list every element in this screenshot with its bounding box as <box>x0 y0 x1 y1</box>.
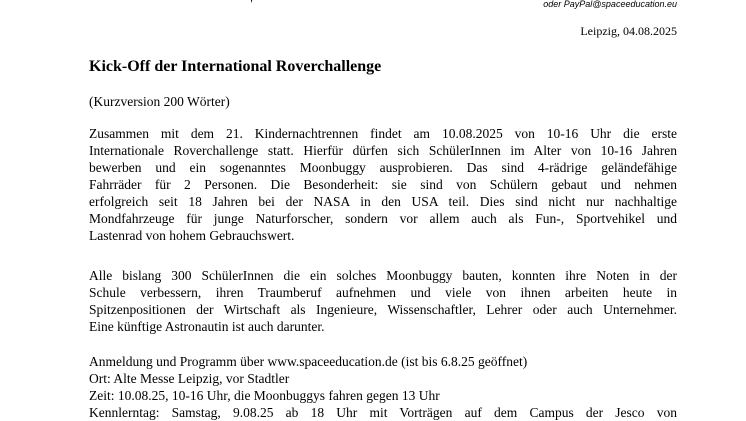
registration-line: Anmeldung und Programm über www.spaceeducation.de (ist bis 6.8.25 geöffnet) <box>89 354 528 369</box>
paragraph-line: Alle bislang 300 SchülerInnen die ein solches Moonbuggy bauten, konnten ihre Noten in der <box>89 268 677 283</box>
paragraph-line: Lastenrad von hohem Gebrauchswert. <box>89 228 295 243</box>
header-cut-text <box>250 0 253 4</box>
paragraph-results <box>89 267 677 335</box>
document-subtitle: (Kurzversion 200 Wörter) <box>89 94 230 109</box>
paragraph-line: erfolgreich seit 18 Jahren bei der NASA in den USA teil. Dies sind nicht nur nachhaltige <box>89 194 677 209</box>
paragraph-line: bewerben und ein sogenanntes Moonbuggy ausprobieren. Das sind 4-rädrige geländefähige <box>89 160 677 175</box>
paragraph-line: Spitzenpositionen der Wirtschaft als Ingenieure, Wissenschaftler, Lehrer oder auch Unternehmer. <box>89 302 677 317</box>
networking-line: Kennlerntag: Samstag, 9.08.25 ab 18 Uhr mit Vorträgen auf dem Campus der Jesco von <box>89 405 677 420</box>
time-line: Zeit: 10.08.25, 10-16 Uhr, die Moonbuggys fahren gegen 13 Uhr <box>89 388 440 403</box>
paragraph-intro <box>89 125 677 244</box>
paragraph-line: Fahrräder für 2 Personen. Die Besonderheit: sie sind von Schülern gebaut und nehmen <box>89 177 677 192</box>
header-payment-note: oder PayPal@spaceeducation.eu <box>543 0 677 9</box>
document-title: Kick-Off der International Roverchallenge <box>89 58 382 75</box>
paragraph-line: Internationale Roverchallenge statt. Hierfür dürfen sich SchülerInnen im Alter von 10-16 Jahren <box>89 143 677 158</box>
paragraph-line: Mondfahrzeuge für junge Naturforscher, sondern vor allem auch als Fun-, Sportvehikel und <box>89 211 677 226</box>
location-line: Ort: Alte Messe Leipzig, vor Stadtler <box>89 371 290 386</box>
paragraph-line: Schule verbessern, ihren Traumberuf aufnehmen und viele von ihnen arbeiten heute in <box>89 285 677 300</box>
paragraph-line: Eine künftige Astronautin ist auch darunter. <box>89 319 325 334</box>
paragraph-line: Zusammen mit dem 21. Kindernachtrennen findet am 10.08.2025 von 10-16 Uhr die erste <box>89 126 677 141</box>
place-date: Leipzig, 04.08.2025 <box>580 24 677 38</box>
event-info <box>89 353 677 421</box>
